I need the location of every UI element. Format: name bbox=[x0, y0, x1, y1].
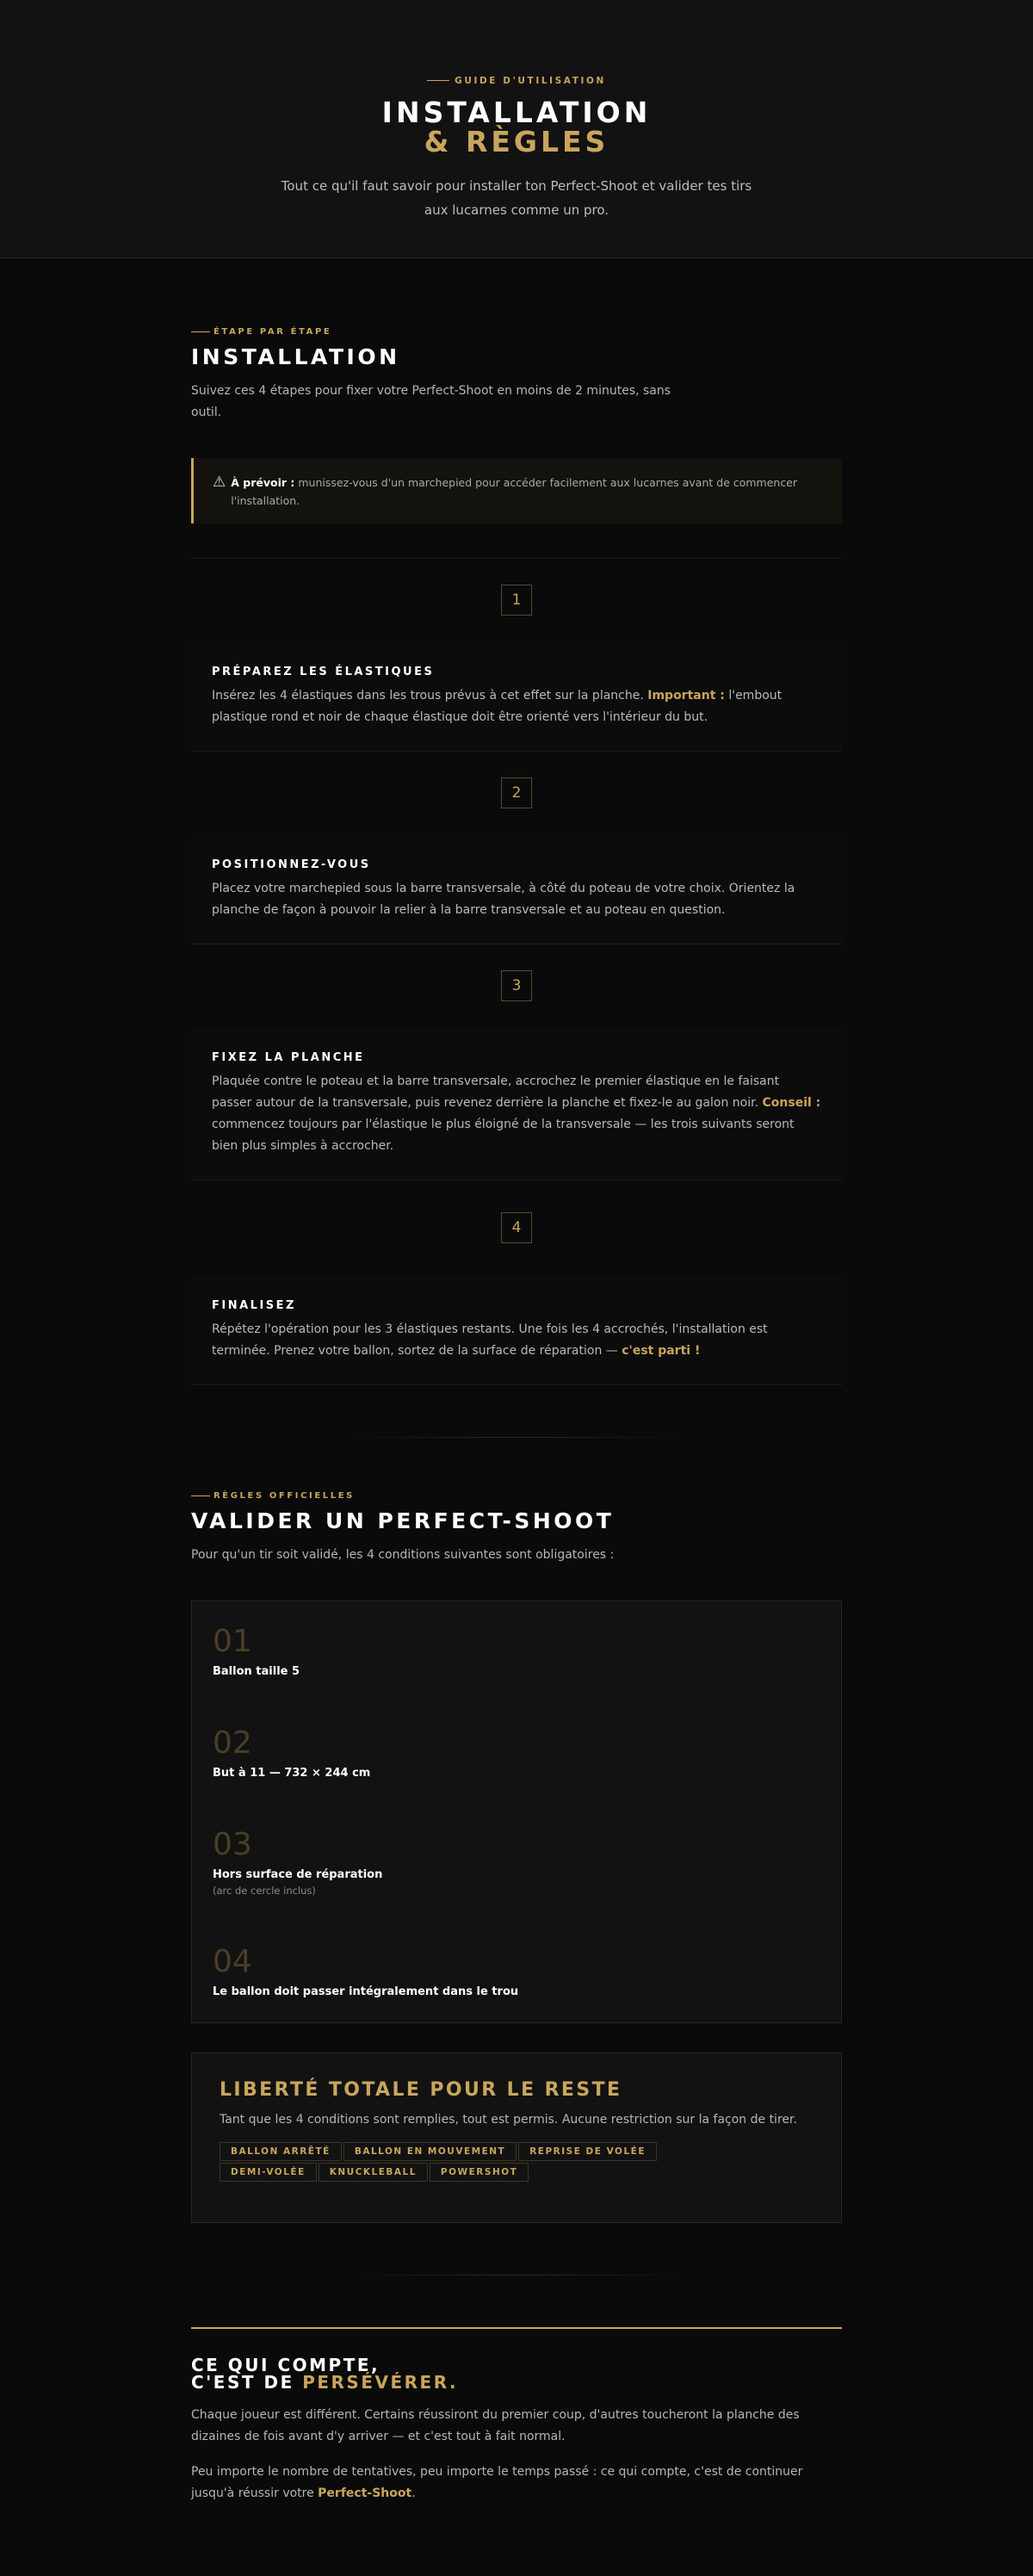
step-text bbox=[212, 685, 821, 728]
installation-subtitle: Suivez ces 4 étapes pour fixer votre Perfect-Shoot en moins de 2 minutes, sans outil. bbox=[191, 384, 671, 419]
step-number-4: 4 bbox=[501, 1212, 532, 1243]
brand-name: Perfect-Shoot bbox=[318, 2486, 412, 2500]
rules-subtitle: Pour qu'un tir soit validé, les 4 conditions suivantes sont obligatoires : bbox=[191, 1548, 615, 1562]
installation-section bbox=[191, 258, 842, 1385]
tag: POWERSHOT bbox=[430, 2163, 529, 2182]
step-text-a: Plaquée contre le poteau et la barre transversale, accrochez le premier élastique en le faisant passer autour de la transversale, puis revenez derrière la planche et fixez-le au galon noir. bbox=[212, 1074, 780, 1110]
outro-title-highlight: PERSÉVÉRER. bbox=[302, 2372, 459, 2393]
step-number-2: 2 bbox=[501, 777, 532, 808]
step-text-a: Répétez l'opération pour les 3 élastiques restants. Une fois les 4 accrochés, l'installation est terminée. Prenez votre ballon, sortez de la surface de réparation — bbox=[212, 1322, 768, 1358]
page-title-line1: INSTALLATION bbox=[381, 95, 652, 129]
step-title: PRÉPAREZ LES ÉLASTIQUES bbox=[212, 666, 435, 678]
rules-eyebrow bbox=[191, 1491, 842, 1501]
rule-item bbox=[213, 1944, 820, 2046]
outro-paragraph-2 bbox=[191, 2461, 842, 2505]
outro-title-line2a: C'EST DE bbox=[191, 2372, 303, 2393]
section-separator bbox=[344, 2275, 689, 2276]
outro-paragraph-2-text: Peu importe le nombre de tentatives, peu importe le temps passé : ce qui compte, c'est de continuer jusqu'à réussir votre bbox=[191, 2465, 803, 2500]
step-card-3 bbox=[191, 1027, 842, 1180]
rule-label: But à 11 — 732 × 244 cm bbox=[213, 1767, 371, 1780]
tag: KNUCKLEBALL bbox=[319, 2163, 428, 2182]
step-highlight: Important : bbox=[647, 689, 725, 703]
step-number-3: 3 bbox=[501, 970, 532, 1001]
rules-eyebrow-text: RÈGLES OFFICIELLES bbox=[213, 1491, 355, 1501]
rule-label: Le ballon doit passer intégralement dans le trou bbox=[213, 1985, 519, 1998]
eyebrow-line bbox=[427, 80, 449, 81]
step-text bbox=[212, 878, 821, 921]
page-title bbox=[0, 95, 1033, 158]
installation-eyebrow bbox=[191, 327, 842, 337]
step-text-b: commencez toujours par l'élastique le plus éloigné de la transversale — les trois suivants seront bien plus simples à accrocher. bbox=[212, 1118, 795, 1153]
step-text bbox=[212, 1071, 821, 1157]
freedom-text: Tant que les 4 conditions sont remplies, tout est permis. Aucune restriction sur la façon de tirer. bbox=[220, 2113, 797, 2127]
tag: BALLON ARRÊTÉ bbox=[220, 2142, 342, 2161]
step-title: FINALISEZ bbox=[212, 1299, 296, 1312]
rule-number: 04 bbox=[213, 1944, 252, 1979]
rule-label: Hors surface de réparation bbox=[213, 1868, 383, 1881]
step-highlight: c'est parti ! bbox=[622, 1344, 701, 1358]
callout-body: munissez-vous d'un marchepied pour accéder facilement aux lucarnes avant de commencer l'installation. bbox=[231, 476, 798, 507]
rule-item bbox=[213, 1725, 820, 1827]
hero-eyebrow bbox=[427, 76, 606, 86]
step-card-4 bbox=[191, 1275, 842, 1385]
hero-section bbox=[0, 0, 1033, 258]
eyebrow-line bbox=[191, 1495, 210, 1496]
outro-section bbox=[191, 2327, 842, 2505]
step-card-1 bbox=[191, 641, 842, 752]
outro-paragraph-2-end: . bbox=[411, 2486, 416, 2500]
step-text-a: Placez votre marchepied sous la barre transversale, à côté du poteau de votre choix. Orientez la planche de façon à pouvoir la relier à la barre transversale et au poteau en question. bbox=[212, 882, 795, 917]
rules-card bbox=[191, 1601, 842, 2023]
page-title-line2: & RÈGLES bbox=[424, 124, 609, 158]
rules-section bbox=[191, 1438, 842, 2223]
installation-title: INSTALLATION bbox=[191, 344, 400, 369]
step-card-2 bbox=[191, 834, 842, 944]
freedom-card bbox=[191, 2053, 842, 2223]
rule-label: Ballon taille 5 bbox=[213, 1665, 300, 1678]
step-title: POSITIONNEZ-VOUS bbox=[212, 858, 371, 871]
outro-paragraph-1: Chaque joueur est différent. Certains réussiront du premier coup, d'autres toucheront la planche des dizaines de fois avant d'y arriver — et c'est tout à fait normal. bbox=[191, 2408, 800, 2443]
step-highlight: Conseil : bbox=[762, 1096, 821, 1110]
step-text-b: l'embout plastique rond et noir de chaque élastique doit être orienté vers l'intérieur du but. bbox=[212, 689, 782, 724]
outro-title bbox=[191, 2356, 842, 2391]
warning-icon: ⚠ bbox=[213, 474, 226, 491]
main-content bbox=[191, 258, 842, 2505]
callout-label: À prévoir : bbox=[231, 476, 295, 489]
step-number-1: 1 bbox=[501, 585, 532, 616]
rules-title: VALIDER UN PERFECT-SHOOT bbox=[191, 1508, 615, 1533]
step-title: FIXEZ LA PLANCHE bbox=[212, 1051, 365, 1064]
steps-list bbox=[191, 559, 842, 1385]
rule-item bbox=[213, 1827, 820, 1944]
installation-eyebrow-text: ÉTAPE PAR ÉTAPE bbox=[213, 327, 332, 337]
step-text-a: Insérez les 4 élastiques dans les trous prévus à cet effet sur la planche. bbox=[212, 689, 648, 703]
eyebrow-line bbox=[191, 331, 210, 332]
rule-number: 02 bbox=[213, 1725, 252, 1761]
rule-item bbox=[213, 1624, 820, 1725]
rule-number: 03 bbox=[213, 1827, 252, 1862]
hero-eyebrow-text: GUIDE D'UTILISATION bbox=[455, 75, 606, 86]
rule-number: 01 bbox=[213, 1624, 252, 1659]
tag: BALLON EN MOUVEMENT bbox=[343, 2142, 516, 2161]
freedom-title: LIBERTÉ TOTALE POUR LE RESTE bbox=[220, 2079, 622, 2101]
callout-text bbox=[231, 474, 816, 523]
prerequisite-callout bbox=[191, 458, 842, 523]
outro-title-line1: CE QUI COMPTE, bbox=[191, 2355, 380, 2375]
tag: DEMI-VOLÉE bbox=[220, 2163, 317, 2182]
hero-subtitle: Tout ce qu'il faut savoir pour installer ton Perfect-Shoot et valider tes tirs aux lucarnes comme un pro. bbox=[281, 177, 752, 218]
shot-type-tags bbox=[220, 2142, 753, 2182]
step-text bbox=[212, 1319, 821, 1362]
tag: REPRISE DE VOLÉE bbox=[518, 2142, 657, 2161]
rule-note: (arc de cercle inclus) bbox=[213, 1885, 316, 1897]
